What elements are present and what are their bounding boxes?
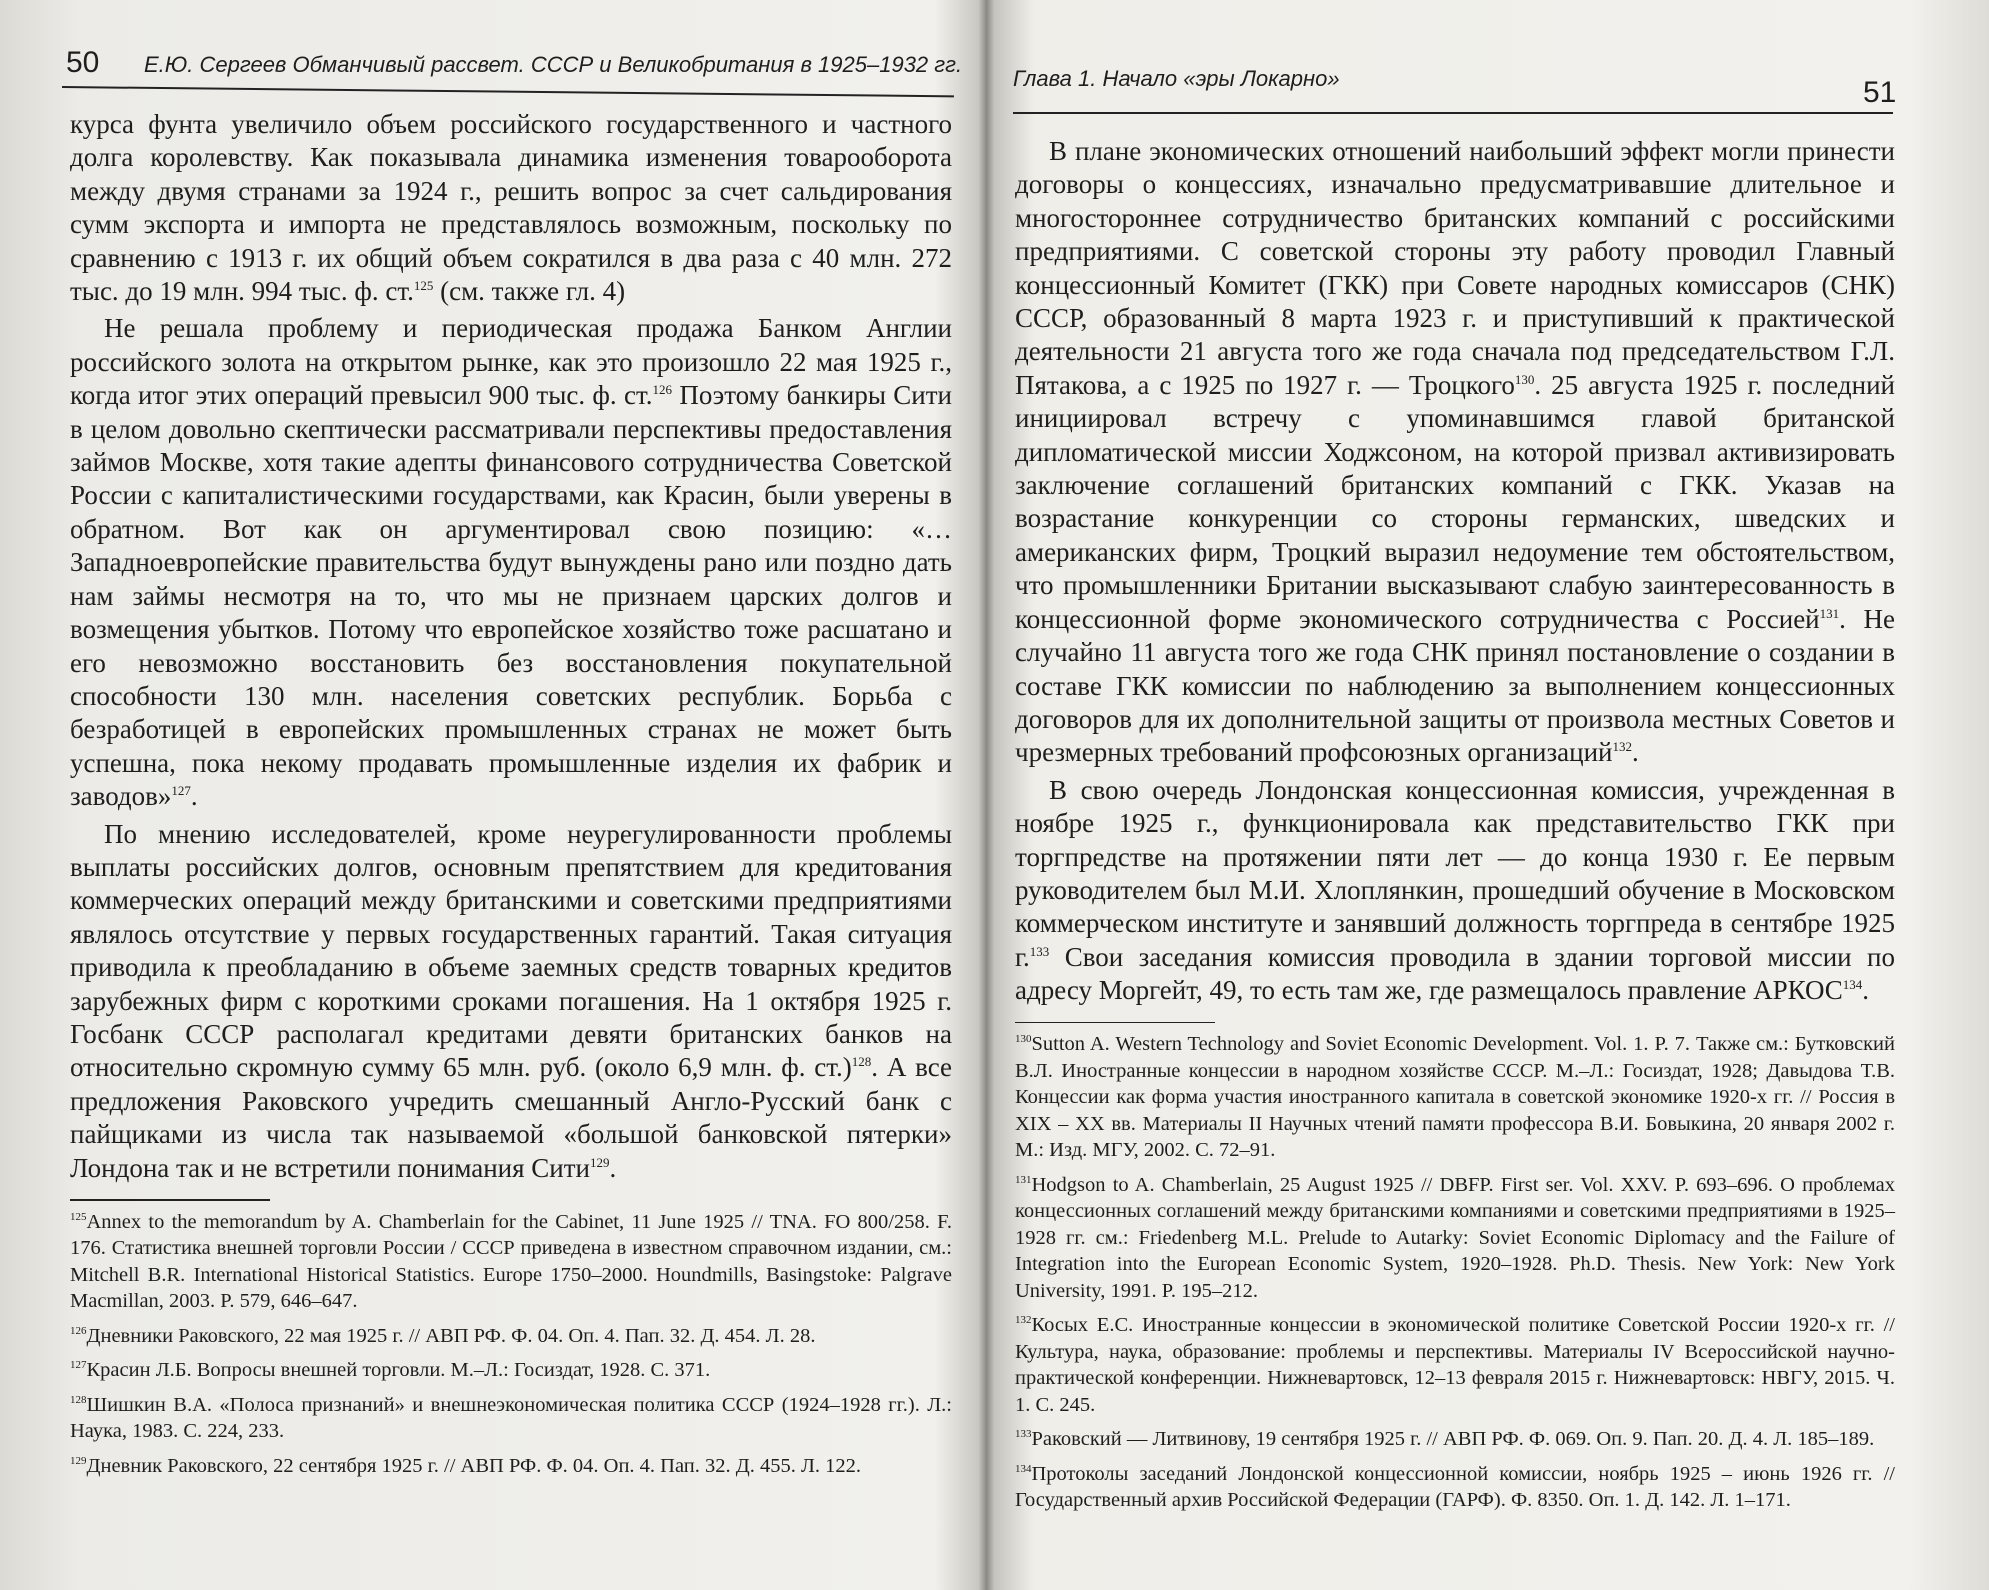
footnote-ref: 132 [1612, 739, 1632, 755]
right-page-body [1015, 135, 1895, 1514]
footnote: $^{133}$Раковский — Литвинову, 19 сентября 1925 г. // АВП РФ. Ф. 069. Оп. 9. Пап. 20. Д. 4. Л. 185–189. [1015, 1428, 1875, 1451]
footnote-rule [1015, 1022, 1215, 1024]
footnote: $^{126}$Дневники Раковского, 22 мая 1925 г. // АВП РФ. Ф. 04. Оп. 4. Пап. 32. Д. 454. Л. 28. [70, 1324, 816, 1347]
running-head: Глава 1. Начало «эры Локарно» [1013, 66, 1340, 91]
left-page-body [70, 108, 952, 1479]
footnote-ref: 128 [851, 1054, 872, 1070]
paragraph: По мнению исследователей, кроме неурегулированности проблемы выплаты российских долгов, основным препятствием для кредитования коммерческих операций между британскими и советскими предприятиями являлось отсутствие у первых государственных гарантий. Такая ситуация приводила к преобладанию в объеме заемных средств товарных кредитов зарубежных фирм с короткими сроками погашения. На 1 октября 1925 г. Госбанк СССР располагал кредитами девяти британских банков на относительно скромную сумму 65 млн. руб. (около 6,9 млн. ф. ст.)$^{128}$. А все предложения Раковского учредить смешанный Англо-Русский банк с пайщиками из числа так называемой «большой банковской пятерки» Лондона так и не встретили понимания Сити$^{129}$. [70, 818, 952, 1183]
footnote: $^{130}$Sutton A. Western Technology and Soviet Economic Development. Vol. 1. P. 7. Также см.: Бутковский В.Л. Иностранные концессии в народном хозяйстве СССР. М.–Л.: Госиздат, 1928; Давыдова Т.В. Концессии как форма участия иностранного капитала в советской экономике 1920-х гг. // Россия в XIX – XX вв. Материалы II Научных чтений памяти профессора В.И. Бовыкина, 20 января 2002 г. М.: Изд. МГУ, 2002. С. 72–91. [1015, 1033, 1895, 1162]
footnote: $^{134}$Протоколы заседаний Лондонской концессионной комиссии, ноябрь 1925 – июнь 1926 гг. // Государственный архив Российской Федерации (ГАРФ). Ф. 8350. Оп. 1. Д. 142. Л. 1–171. [1015, 1462, 1895, 1512]
running-head: Е.Ю. Сергеев Обманчивый рассвет. СССР и Великобритания в 1925–1932 гг. [144, 52, 963, 77]
right-page [985, 0, 1989, 1590]
header-rule [62, 86, 954, 97]
footnote-ref: 126 [652, 382, 672, 398]
footnote-ref: 133 [1029, 943, 1050, 959]
footnote-ref: 127 [171, 783, 191, 799]
footnote: $^{131}$Hodgson to A. Chamberlain, 25 August 1925 // DBFP. First ser. Vol. XXV. P. 693–696. О проблемах концессионных соглашений между британскими компаниями и советскими предприятиями в 1925–1928 гг. см.: Friedenberg M.L. Prelude to Autarky: Soviet Economic Diplomacy and the Failure of Integration into the European Economic System, 1920–1928. Ph.D. Thesis. New York: New York University, 1991. P. 195–212. [1015, 1173, 1895, 1302]
footnotes [70, 1209, 952, 1480]
footnote: $^{129}$Дневник Раковского, 22 сентября 1925 г. // АВП РФ. Ф. 04. Оп. 4. Пап. 32. Д. 455. Л. 122. [70, 1454, 862, 1477]
footnotes [1015, 1031, 1895, 1514]
paragraph: курса фунта увеличило объем российского государственного и частного долга королевству. Как показывала динамика изменения товарооборота между двумя странами за 1924 г., решить вопрос за счет сальдирования сумм экспорта и импорта не представлялось возможным, поскольку по сравнению с 1913 г. их общий объем сократился в два раза с 40 млн. 272 тыс. до 19 млн. 994 тыс. ф. ст.$^{125}$ (см. также гл. 4) [70, 109, 952, 307]
footnote-rule [70, 1199, 270, 1201]
footnote-ref: 130 [1514, 371, 1535, 387]
paragraph: В свою очередь Лондонская концессионная комиссия, учрежденная в ноябре 1925 г., функционировала как представительство ГКК при торгпредстве на протяжении пяти лет — до конца 1930 г. Ее первым руководителем был М.И. Хлоплянкин, прошедший обучение в Московском коммерческом институте и занявший должность торгпреда в сентябре 1925 г.$^{133}$ Свои заседания комиссия проводила в здании торговой миссии по адресу Моргейт, 49, то есть там же, где размещалось правление АРКОС$^{134}$. [1015, 774, 1895, 1006]
footnote-ref: 134 [1842, 977, 1863, 993]
footnote-ref: 129 [590, 1154, 610, 1170]
footnote: $^{127}$Красин Л.Б. Вопросы внешней торговли. М.–Л.: Госиздат, 1928. С. 371. [70, 1359, 711, 1381]
page-number: 51 [1863, 76, 1897, 109]
footnote: $^{128}$Шишкин В.А. «Полоса признаний» и внешнеэкономическая политика СССР (1924–1928 гг.). Л.: Наука, 1983. С. 224, 233. [70, 1393, 952, 1442]
paragraph: В плане экономических отношений наибольший эффект могли принести договоры о концессиях, изначально предусматривавшие длительное и многостороннее сотрудничество британских компаний с российскими предприятиями. С советской стороны эту работу проводил Главный концессионный Комитет (ГКК) при Совете народных комиссаров (СНК) СССР, образованный 8 марта 1923 г. и приступивший к практической деятельности 21 августа того же года сначала под председательством Г.Л. Пятакова, а с 1925 по 1927 г. — Троцкого$^{130}$. 25 августа 1925 г. последний инициировал встречу с упоминавшимся главой британской дипломатической миссии Ходжсоном, на которой призвал активизировать заключение соглашений британских компаний с ГКК. Указав на возрастание конкуренции со стороны германских, шведских и американских фирм, Троцкий выразил недоумение тем обстоятельством, что промышленники Британии высказывают слабую заинтересованность в концессионной форме экономического сотрудничества с Россией$^{131}$. Не случайно 11 августа того же года СНК принял постановление о создании в составе ГКК комиссии по наблюдению за выполнением концессионных договоров для их дополнительной защиты от произвола местных Советов и чрезмерных требований профсоюзных организаций$^{132}$. [1015, 136, 1896, 768]
page-number: 50 [66, 46, 100, 79]
header-rule [1013, 112, 1893, 114]
paragraph: Не решала проблему и периодическая продажа Банком Англии российского золота на открытом рынке, как это произошло 22 мая 1925 г., когда итог этих операций превысил 900 тыс. ф. ст.$^{126}$ Поэтому банкиры Сити в целом довольно скептически рассматривали перспективы предоставления займов Москве, хотя такие адепты финансового сотрудничества Советской России с капиталистическими государствами, как Красин, были уверены в обратном. Вот как он аргументировал свою позицию: «…Западноевропейские правительства будут вынуждены рано или поздно дать нам займы несмотря на то, что мы не признаем царских долгов и возмещения убытков. Потому что европейское хозяйство тоже расшатано и его невозможно восстановить без восстановления покупательной способности 130 млн. населения советских республик. Борьба с безработицей в европейских промышленных странах не может быть успешна, пока некому продавать промышленные изделия их фабрик и заводов»$^{127}$. [70, 313, 952, 812]
footnote: $^{125}$Annex to the memorandum by A. Chamberlain for the Cabinet, 11 June 1925 // TNA. FO 800/258. F. 176. Статистика внешней торговли России / СССР приведена в известном справочном издании, см.: Mitchell B.R. International Historical Statistics. Europe 1750–2000. Houndmills, Basingstoke: Palgrave Macmillan, 2003. P. 579, 646–647. [70, 1210, 952, 1312]
footnote-ref: 125 [413, 278, 434, 294]
footnote-ref: 131 [1819, 605, 1840, 621]
footnote: $^{132}$Косых Е.С. Иностранные концессии в экономической политике Советской России 1920-х гг. // Культура, наука, образование: проблемы и перспективы. Материалы IV Всероссийской научно-практической конференции. Нижневартовск, 12–13 февраля 2015 г. Нижневартовск: НВГУ, 2015. Ч. 1. С. 245. [1015, 1314, 1895, 1416]
left-page [0, 0, 975, 1590]
